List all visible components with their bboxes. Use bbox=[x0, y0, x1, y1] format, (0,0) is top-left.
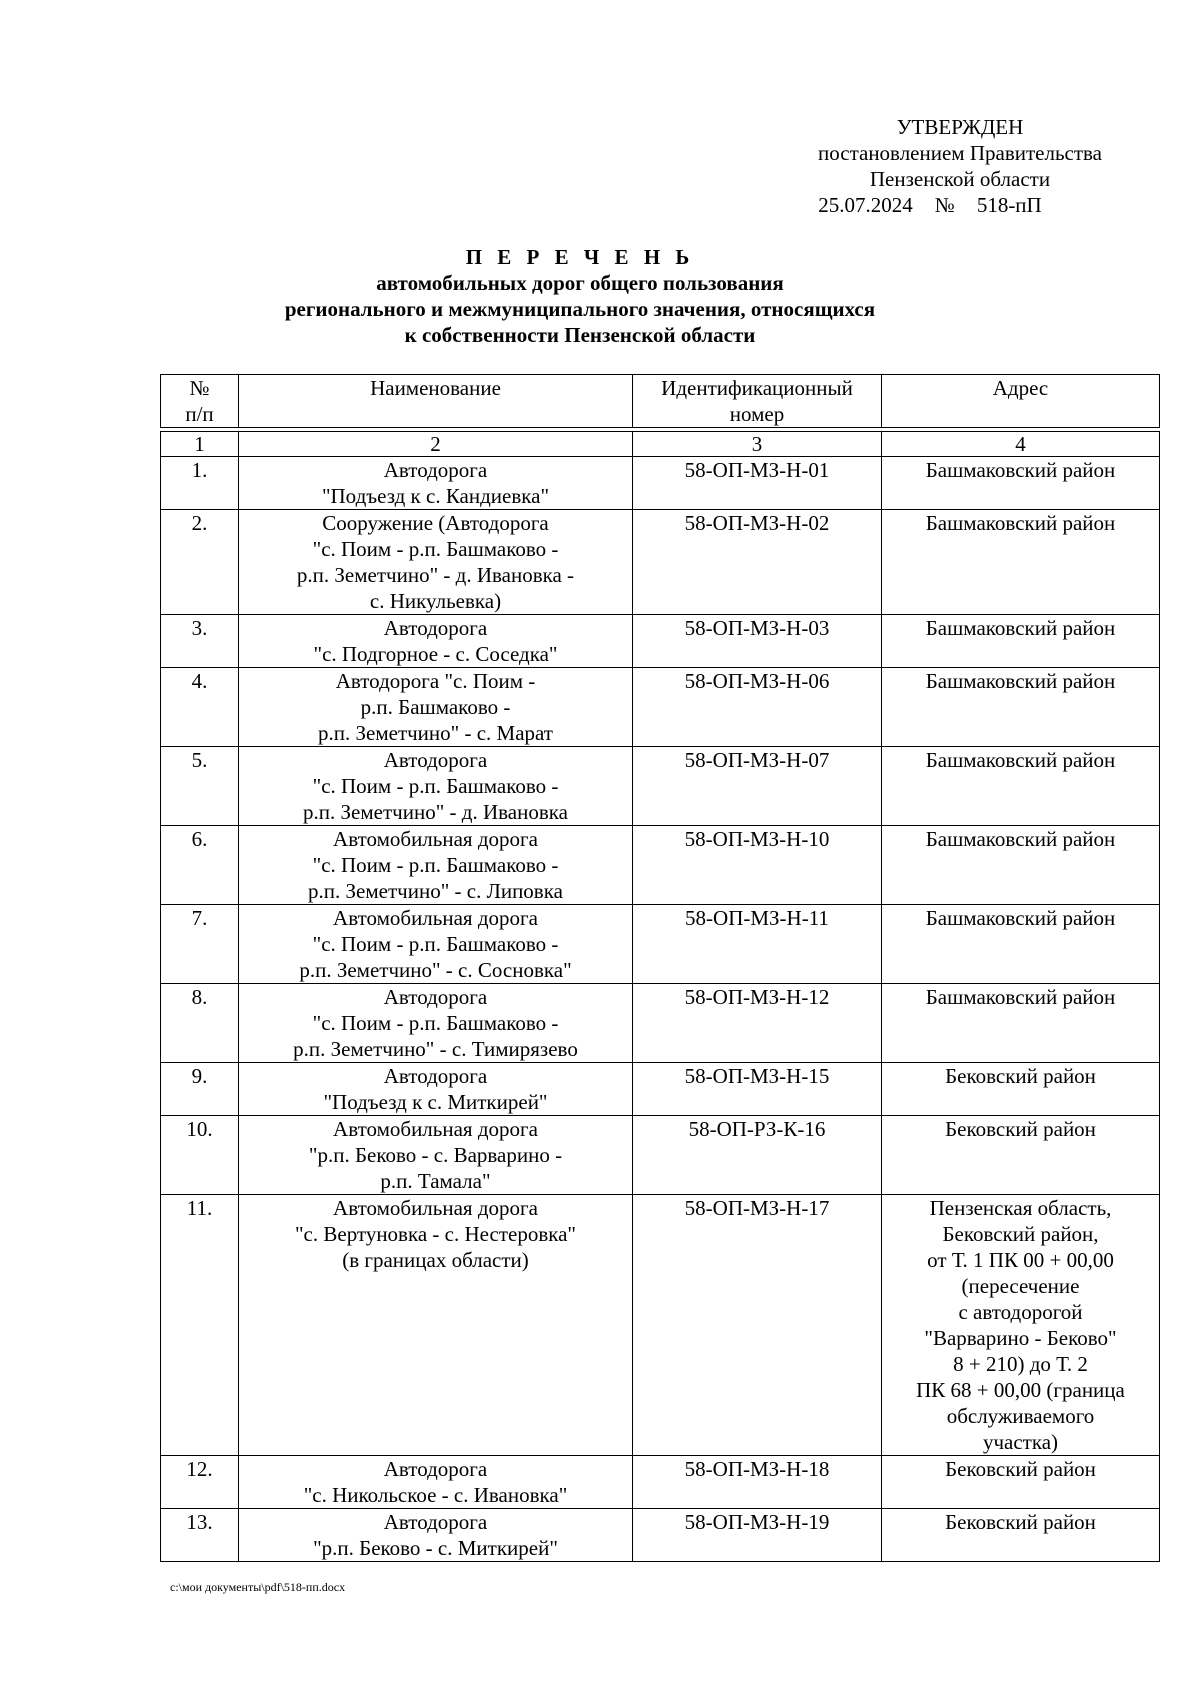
road-name: Автодорога "Подъезд к с. Кандиевка" bbox=[239, 457, 633, 510]
road-id: 58-ОП-МЗ-Н-19 bbox=[633, 1509, 882, 1562]
road-address: Башмаковский район bbox=[882, 668, 1160, 747]
road-id: 58-ОП-МЗ-Н-10 bbox=[633, 826, 882, 905]
row-number: 7. bbox=[161, 905, 239, 984]
approval-block bbox=[780, 114, 1140, 218]
column-index: 2 bbox=[239, 432, 633, 457]
title-line-4: к собственности Пензенской области bbox=[404, 323, 756, 347]
row-number: 10. bbox=[161, 1116, 239, 1195]
row-number: 9. bbox=[161, 1063, 239, 1116]
road-address: Башмаковский район bbox=[882, 615, 1160, 668]
table-row bbox=[161, 615, 1160, 668]
table-row bbox=[161, 984, 1160, 1063]
header-row bbox=[161, 375, 1160, 428]
approval-authority: постановлением Правительства bbox=[817, 141, 1102, 165]
road-id: 58-ОП-МЗ-Н-15 bbox=[633, 1063, 882, 1116]
row-number: 12. bbox=[161, 1456, 239, 1509]
table-row bbox=[161, 1116, 1160, 1195]
road-name: Автомобильная дорога "с. Вертуновка - с. Нестеровка" (в границах области) bbox=[239, 1195, 633, 1456]
table-row bbox=[161, 1456, 1160, 1509]
road-id: 58-ОП-МЗ-Н-03 bbox=[633, 615, 882, 668]
road-address: Башмаковский район bbox=[882, 747, 1160, 826]
road-address: Бековский район bbox=[882, 1456, 1160, 1509]
road-id: 58-ОП-МЗ-Н-02 bbox=[633, 510, 882, 615]
document-title bbox=[160, 244, 1000, 348]
row-number: 3. bbox=[161, 615, 239, 668]
road-id: 58-ОП-МЗ-Н-18 bbox=[633, 1456, 882, 1509]
road-address: Башмаковский район bbox=[882, 905, 1160, 984]
approval-date: 25.07.2024 bbox=[818, 193, 913, 217]
road-address: Пензенская область, Бековский район, от Т. 1 ПК 00 + 00,00 (пересечение с автодорогой "Варварино - Беково" 8 + 210) до Т. 2 ПК 68 + 00,00 (граница обслуживаемого участка) bbox=[882, 1195, 1160, 1456]
table-row bbox=[161, 457, 1160, 510]
title-line-2: автомобильных дорог общего пользования bbox=[376, 271, 784, 295]
road-name: Автодорога "р.п. Беково - с. Миткирей" bbox=[239, 1509, 633, 1562]
road-name: Автомобильная дорога "с. Поим - р.п. Башмаково - р.п. Земетчино" - с. Сосновка" bbox=[239, 905, 633, 984]
table-row bbox=[161, 668, 1160, 747]
table-row bbox=[161, 1509, 1160, 1562]
road-address: Башмаковский район bbox=[882, 457, 1160, 510]
row-number: 13. bbox=[161, 1509, 239, 1562]
approval-number: 518-пП bbox=[976, 193, 1042, 217]
road-address: Башмаковский район bbox=[882, 826, 1160, 905]
road-name: Автодорога "с. Поим - р.п. Башмаково - р.п. Земетчино" - с. Марат bbox=[239, 668, 633, 747]
road-id: 58-ОП-МЗ-Н-12 bbox=[633, 984, 882, 1063]
road-address: Бековский район bbox=[882, 1063, 1160, 1116]
road-name: Сооружение (Автодорога "с. Поим - р.п. Башмаково - р.п. Земетчино" - д. Ивановка - с. Никульевка) bbox=[239, 510, 633, 615]
row-number: 5. bbox=[161, 747, 239, 826]
road-address: Башмаковский район bbox=[882, 510, 1160, 615]
row-number: 1. bbox=[161, 457, 239, 510]
table-row bbox=[161, 747, 1160, 826]
title-heading: П Е Р Е Ч Е Н Ь bbox=[465, 245, 695, 269]
road-id: 58-ОП-МЗ-Н-17 bbox=[633, 1195, 882, 1456]
road-name: Автодорога "с. Поим - р.п. Башмаково - р.п. Земетчино" - д. Ивановка bbox=[239, 747, 633, 826]
table-row bbox=[161, 1195, 1160, 1456]
table-header bbox=[160, 374, 1160, 428]
road-id: 58-ОП-МЗ-Н-06 bbox=[633, 668, 882, 747]
road-name: Автодорога "с. Никольское - с. Ивановка" bbox=[239, 1456, 633, 1509]
row-number: 4. bbox=[161, 668, 239, 747]
roads-table-body bbox=[161, 432, 1160, 1562]
title-line-3: регионального и межмуниципального значения, относящихся bbox=[284, 297, 876, 321]
file-path-footer: c:\мои документы\pdf\518-пп.docx bbox=[170, 1580, 346, 1594]
table-row bbox=[161, 905, 1160, 984]
road-id: 58-ОП-РЗ-К-16 bbox=[633, 1116, 882, 1195]
road-address: Бековский район bbox=[882, 1509, 1160, 1562]
road-name: Автодорога "с. Поим - р.п. Башмаково - р.п. Земетчино" - с. Тимирязево bbox=[239, 984, 633, 1063]
row-number: 2. bbox=[161, 510, 239, 615]
table-row bbox=[161, 510, 1160, 615]
road-name: Автодорога "с. Подгорное - с. Соседка" bbox=[239, 615, 633, 668]
header-name: Наименование bbox=[239, 375, 633, 428]
road-name: Автодорога "Подъезд к с. Миткирей" bbox=[239, 1063, 633, 1116]
road-id: 58-ОП-МЗ-Н-01 bbox=[633, 457, 882, 510]
row-number: 6. bbox=[161, 826, 239, 905]
road-name: Автомобильная дорога "р.п. Беково - с. Варварино - р.п. Тамала" bbox=[239, 1116, 633, 1195]
road-address: Башмаковский район bbox=[882, 984, 1160, 1063]
approval-date-number bbox=[750, 192, 1110, 218]
header-number: № п/п bbox=[161, 375, 239, 428]
row-number: 8. bbox=[161, 984, 239, 1063]
column-index: 1 bbox=[161, 432, 239, 457]
roads-table bbox=[160, 431, 1160, 1562]
column-index-row bbox=[161, 432, 1160, 457]
road-id: 58-ОП-МЗ-Н-11 bbox=[633, 905, 882, 984]
road-address: Бековский район bbox=[882, 1116, 1160, 1195]
header-address: Адрес bbox=[882, 375, 1160, 428]
road-name: Автомобильная дорога "с. Поим - р.п. Башмаково - р.п. Земетчино" - с. Липовка bbox=[239, 826, 633, 905]
table-row bbox=[161, 826, 1160, 905]
road-id: 58-ОП-МЗ-Н-07 bbox=[633, 747, 882, 826]
column-index: 4 bbox=[882, 432, 1160, 457]
row-number: 11. bbox=[161, 1195, 239, 1456]
approval-region: Пензенской области bbox=[869, 167, 1051, 191]
approval-title: УТВЕРЖДЕН bbox=[896, 115, 1024, 139]
header-id: Идентификационный номер bbox=[633, 375, 882, 428]
approval-number-sign: № bbox=[934, 193, 955, 217]
column-index: 3 bbox=[633, 432, 882, 457]
table-row bbox=[161, 1063, 1160, 1116]
